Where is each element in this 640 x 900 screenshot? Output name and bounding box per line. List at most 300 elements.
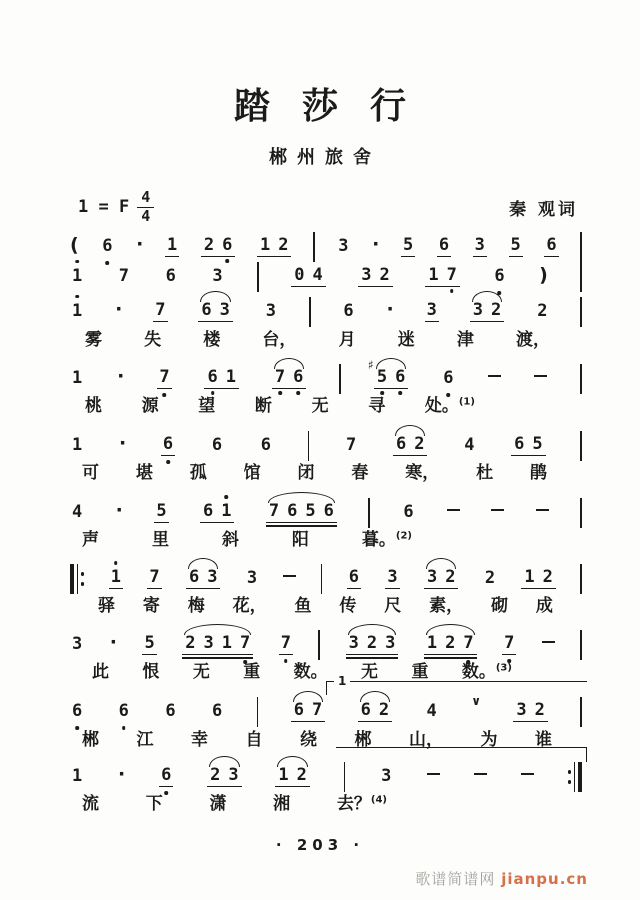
note-number: 6 <box>287 501 298 521</box>
lyric-syllable: 重 <box>243 662 261 682</box>
octave-dot-below <box>296 391 300 395</box>
note <box>379 702 389 719</box>
beamed-note-group <box>358 702 393 722</box>
octave-dot-above <box>225 495 229 499</box>
note <box>379 765 393 787</box>
repeat-dot <box>81 572 85 576</box>
note <box>117 265 131 287</box>
lyric-syllable: 望 <box>198 396 216 416</box>
note <box>509 237 523 257</box>
note-number: 3 <box>381 765 392 786</box>
note-number: 3 <box>426 300 437 320</box>
duration-dash <box>474 773 487 776</box>
note-number: 1 <box>221 633 232 653</box>
note-number: 6 <box>161 765 172 785</box>
beamed-note-group <box>257 237 292 257</box>
octave-dot-above <box>75 260 79 264</box>
note <box>396 436 406 453</box>
note <box>514 436 524 453</box>
thick-bar <box>578 762 582 792</box>
note <box>441 367 455 389</box>
note-number: 2 <box>203 235 215 255</box>
lyric-syllable: 尺 <box>384 596 402 616</box>
note <box>428 267 438 284</box>
augmentation-dot: · <box>118 432 127 454</box>
note <box>222 635 232 652</box>
note <box>259 434 273 456</box>
note-number: 7 <box>239 633 251 653</box>
lyric-syllable: 台， <box>262 330 297 350</box>
lyric-syllable: 无 <box>192 662 210 682</box>
lyric-syllable: 暮。$^{(2)}$ <box>361 530 412 550</box>
note <box>324 503 334 520</box>
note-number: 3 <box>361 265 372 285</box>
lyrics-line-6 <box>82 530 412 550</box>
verse-footnote-number: (2) <box>395 530 412 542</box>
note-number: 2 <box>542 567 553 587</box>
barline <box>580 232 582 262</box>
note-number: 6 <box>443 367 454 388</box>
octave-dot-above <box>114 561 118 565</box>
note <box>264 300 278 322</box>
note-number: 5 <box>510 235 521 255</box>
lyric-syllable: 砌 <box>491 596 508 616</box>
beamed-note-group <box>291 267 326 287</box>
note <box>154 503 168 523</box>
page-number: · 203 · <box>275 836 365 854</box>
note <box>278 767 288 784</box>
note <box>347 569 361 589</box>
note <box>367 635 377 652</box>
beamed-note-group <box>204 369 239 389</box>
lyrics-line-3 <box>85 330 550 350</box>
lyric-syllable: 寻 <box>368 396 386 416</box>
note-number: 0 <box>294 265 305 285</box>
note <box>165 237 179 257</box>
lyric-syllable: 桃 <box>85 396 102 416</box>
note-number: 6 <box>118 700 129 721</box>
music-line-4 <box>70 358 582 394</box>
note-number: 3 <box>348 633 359 653</box>
lyric-syllable: 阳 <box>291 530 309 550</box>
note-number: 6 <box>165 265 176 286</box>
note-number: 5 <box>376 367 388 387</box>
key-signature <box>78 187 154 225</box>
octave-dot-below <box>278 391 282 395</box>
lyric-syllable: 寒， <box>405 463 440 483</box>
music-line-3 <box>70 297 582 327</box>
lyric-syllable: 里 <box>151 530 169 550</box>
note-number: 5 <box>305 501 316 521</box>
note <box>70 434 84 456</box>
duration-dash <box>536 509 549 512</box>
song-subtitle: 郴州旅舍 <box>269 147 381 168</box>
note-number: 3 <box>472 300 484 320</box>
note-number: 6 <box>201 300 212 320</box>
note-number: 7 <box>504 633 515 653</box>
note <box>425 700 439 722</box>
note-number: 2 <box>445 633 456 653</box>
lyric-syllable: 自 <box>245 730 263 750</box>
note-number: 2 <box>414 434 425 454</box>
note-number: 7 <box>274 367 286 387</box>
note-number: 6 <box>395 434 407 454</box>
note-number: 7 <box>446 265 457 285</box>
song-title: 踏莎行 <box>233 86 438 127</box>
note-number: 2 <box>537 300 548 321</box>
note-number: 7 <box>311 700 323 720</box>
note-number: 2 <box>210 765 221 785</box>
note <box>395 369 405 386</box>
watermark <box>415 868 588 889</box>
note-number: 1 <box>221 501 232 521</box>
lyrics-line-10 <box>82 794 387 814</box>
augmentation-dot: · <box>118 763 126 785</box>
note <box>163 700 177 722</box>
note <box>189 569 199 586</box>
lyric-syllable: 数。 <box>293 662 328 682</box>
lyric-syllable: 声 <box>82 530 99 550</box>
note-number: 1 <box>110 567 121 587</box>
barline <box>580 697 582 727</box>
note <box>294 267 304 284</box>
barline <box>321 564 323 594</box>
augmentation-dot: · <box>117 365 125 387</box>
note-number: 6 <box>343 300 354 321</box>
barline <box>580 630 582 660</box>
duration-dash <box>534 375 547 378</box>
note-number: 4 <box>464 434 475 455</box>
note <box>153 302 167 322</box>
augmentation-dot: · <box>372 233 380 255</box>
note <box>70 300 84 322</box>
duration-dash <box>542 641 555 644</box>
note-number: 6 <box>72 700 83 721</box>
lyric-syllable: 孤 <box>189 463 207 483</box>
beamed-note-group <box>367 358 409 389</box>
lyric-syllable: 幸 <box>191 730 208 750</box>
barline <box>257 262 259 292</box>
lyric-syllable: 渡， <box>515 330 550 350</box>
beamed-note-group <box>358 267 393 287</box>
breath-mark: ∨ <box>471 694 481 708</box>
first-ending-bracket-continuation <box>336 747 587 762</box>
note <box>164 265 178 287</box>
lyric-syllable: 花， <box>232 596 267 616</box>
note-number: 3 <box>212 265 223 286</box>
beamed-note-group <box>511 436 546 456</box>
close-paren: ) <box>539 264 548 286</box>
note-number: 6 <box>165 700 176 721</box>
watermark-site-name: 歌谱简谱网 <box>415 870 496 888</box>
barline <box>318 630 320 660</box>
note <box>240 635 250 652</box>
lyric-syllable: 传 <box>339 596 357 616</box>
note <box>70 700 84 722</box>
barline <box>344 762 346 792</box>
music-line-2 <box>70 262 582 292</box>
lyric-syllable: 恨 <box>142 662 160 682</box>
lyric-syllable: 谁 <box>535 730 552 750</box>
note <box>380 267 390 284</box>
note-number: 6 <box>403 501 414 522</box>
note <box>516 702 526 719</box>
note-number: 4 <box>312 265 323 285</box>
note-number: 3 <box>265 300 277 321</box>
repeat-dot <box>568 780 572 784</box>
note <box>305 503 315 520</box>
note <box>269 503 279 520</box>
beamed-note-group <box>272 369 307 389</box>
note <box>401 237 415 257</box>
meter-top: 4 <box>137 190 154 208</box>
note-number: 4 <box>72 501 83 522</box>
note <box>385 635 395 652</box>
lyric-syllable: 杜 <box>476 463 494 483</box>
note <box>462 434 476 456</box>
lyric-syllable: 处。$^{(1)}$ <box>424 396 475 416</box>
note <box>207 369 217 386</box>
note-number: 7 <box>346 434 357 455</box>
lyric-syllable: 月 <box>338 330 356 350</box>
duration-dash <box>488 375 501 378</box>
note <box>535 300 549 322</box>
note <box>70 367 84 389</box>
note <box>245 567 259 589</box>
lyric-syllable: 下 <box>145 794 163 814</box>
lyric-syllable: 重 <box>411 662 429 682</box>
lyric-syllable: 楼 <box>203 330 221 350</box>
duration-dash <box>427 773 440 776</box>
note-number: 5 <box>156 501 167 521</box>
lyric-syllable: 去？$^{(4)}$ <box>336 794 387 814</box>
note <box>109 569 123 589</box>
music-line-8 <box>70 630 582 660</box>
note-number: 5 <box>532 434 543 454</box>
note-number: 6 <box>360 700 371 720</box>
note <box>414 436 424 453</box>
lyric-syllable: 迷 <box>397 330 415 350</box>
note <box>203 503 213 520</box>
note-number: 1 <box>225 367 236 387</box>
note-number: 6 <box>438 235 450 255</box>
note-number: 6 <box>293 367 304 387</box>
note-number: 6 <box>293 700 304 720</box>
note-number: 2 <box>366 633 378 653</box>
beamed-note-group <box>346 635 399 655</box>
lyric-syllable: 津 <box>456 330 474 350</box>
note-number: 2 <box>278 235 289 255</box>
key-prefix: 1 = F <box>78 197 130 217</box>
augmentation-dot: · <box>109 631 117 653</box>
beamed-note-group <box>201 237 236 257</box>
note-number: 6 <box>211 434 223 455</box>
lyrics-line-7 <box>98 596 553 616</box>
barline <box>313 232 315 262</box>
note <box>70 265 84 287</box>
beamed-note-group <box>425 267 460 287</box>
lyric-syllable: 失 <box>144 330 162 350</box>
lyric-syllable: 馆 <box>243 463 261 483</box>
note-number: 3 <box>203 633 214 653</box>
repeat-dot <box>568 770 572 774</box>
note-number: 6 <box>162 434 174 454</box>
octave-dot-below <box>398 391 402 395</box>
note-number: 6 <box>323 501 334 521</box>
note-number: 3 <box>246 567 258 588</box>
note <box>349 635 359 652</box>
barline <box>580 364 582 394</box>
lyric-syllable: 潇 <box>209 794 227 814</box>
repeat-dots <box>568 770 572 783</box>
beamed-note-group <box>424 569 459 589</box>
note <box>445 635 455 652</box>
note <box>427 635 437 652</box>
lyric-syllable: 无 <box>361 662 379 682</box>
lyric-syllable: 郴 <box>354 730 372 750</box>
lyrics-line-8 <box>92 662 512 682</box>
beamed-note-group <box>200 503 235 523</box>
augmentation-dot: · <box>386 298 394 320</box>
note <box>297 767 307 784</box>
note-number: 3 <box>219 300 230 320</box>
note <box>159 767 173 787</box>
note <box>483 567 497 589</box>
note-number: 2 <box>185 633 196 653</box>
note-number: 2 <box>296 765 307 785</box>
note-number: 2 <box>445 567 456 587</box>
note <box>210 700 224 722</box>
duration-dash <box>521 773 534 776</box>
note-number: 6 <box>514 434 525 454</box>
note-number: 1 <box>278 765 289 785</box>
first-ending-label: 1 <box>334 674 350 688</box>
octave-dot-below <box>122 726 126 730</box>
lyric-syllable: 雾 <box>85 330 102 350</box>
beamed-note-group <box>521 569 556 589</box>
note <box>293 369 303 386</box>
note-number: 1 <box>166 235 178 255</box>
note <box>341 300 355 322</box>
note <box>185 635 195 652</box>
sharp-accidental: ♯ <box>367 358 374 372</box>
music-line-5 <box>70 431 582 461</box>
note-number: 3 <box>207 567 218 587</box>
lyric-syllable: 闭 <box>297 463 315 483</box>
beamed-note-group <box>424 635 477 655</box>
verse-footnote-number: (1) <box>458 396 475 408</box>
note-number: 6 <box>188 567 200 587</box>
beamed-note-group <box>513 702 548 722</box>
note-number: 6 <box>102 235 113 256</box>
barline <box>308 431 310 461</box>
duration-dash <box>447 509 460 512</box>
lyrics-line-5 <box>82 463 547 483</box>
barline <box>309 297 311 327</box>
note <box>210 767 220 784</box>
note <box>385 569 399 589</box>
note-number: 6 <box>222 235 233 255</box>
lyric-syllable: 无 <box>311 396 329 416</box>
note-number: 1 <box>72 367 83 388</box>
lyric-syllable: 鹃 <box>530 463 547 483</box>
music-line-9 <box>70 674 582 727</box>
thick-bar <box>70 564 74 594</box>
lyric-syllable: 湘 <box>273 794 291 814</box>
verse-footnote-number: (4) <box>370 794 387 806</box>
note-number: 5 <box>144 633 155 653</box>
note <box>275 369 285 386</box>
note <box>201 302 211 319</box>
barline <box>580 297 582 327</box>
note <box>222 237 232 254</box>
note <box>203 635 213 652</box>
note <box>142 635 156 655</box>
note <box>445 569 455 586</box>
note <box>70 765 84 787</box>
music-line-7 <box>70 564 582 594</box>
note <box>147 569 161 589</box>
note-number: 1 <box>524 567 535 587</box>
note-number: 5 <box>402 235 414 255</box>
barline <box>580 498 582 528</box>
lyric-syllable: 为 <box>480 730 498 750</box>
note-number: 3 <box>516 700 527 720</box>
note-number: 1 <box>72 265 83 286</box>
lyric-syllable: 堪 <box>135 463 153 483</box>
note-number: 2 <box>379 265 390 285</box>
octave-dot-below <box>380 391 384 395</box>
note <box>70 501 84 523</box>
note <box>401 501 415 523</box>
note-number: 7 <box>268 501 280 521</box>
beamed-note-group <box>182 635 253 655</box>
octave-dot-below <box>450 289 454 293</box>
note <box>312 702 322 719</box>
note-number: 2 <box>378 700 390 720</box>
lyric-syllable: 斜 <box>221 530 239 550</box>
duration-dash <box>491 509 504 512</box>
note <box>427 569 437 586</box>
note <box>344 434 358 456</box>
note-number: 6 <box>202 501 214 521</box>
note-number: 6 <box>348 567 359 587</box>
note-number: 1 <box>72 434 83 455</box>
open-paren: ( <box>70 234 79 256</box>
note-number: 3 <box>385 633 396 653</box>
lyrics-line-4 <box>85 396 475 416</box>
note <box>204 237 214 254</box>
music-line-6 <box>70 498 582 528</box>
note <box>287 503 297 520</box>
lyric-syllable: 成 <box>535 596 553 616</box>
note <box>543 569 553 586</box>
music-line-10 <box>70 762 582 792</box>
note <box>207 569 217 586</box>
note <box>228 767 238 784</box>
lyric-syllable: 此 <box>92 662 109 682</box>
note <box>544 237 558 257</box>
note-number: 6 <box>546 235 557 255</box>
note-number: 2 <box>534 700 545 720</box>
note-number: 7 <box>280 633 291 653</box>
lyric-syllable: 素， <box>429 596 464 616</box>
time-signature <box>137 187 154 225</box>
note-number: 3 <box>474 235 485 255</box>
note-number: 4 <box>426 700 437 721</box>
note-number: 3 <box>72 633 83 654</box>
note <box>367 358 388 387</box>
